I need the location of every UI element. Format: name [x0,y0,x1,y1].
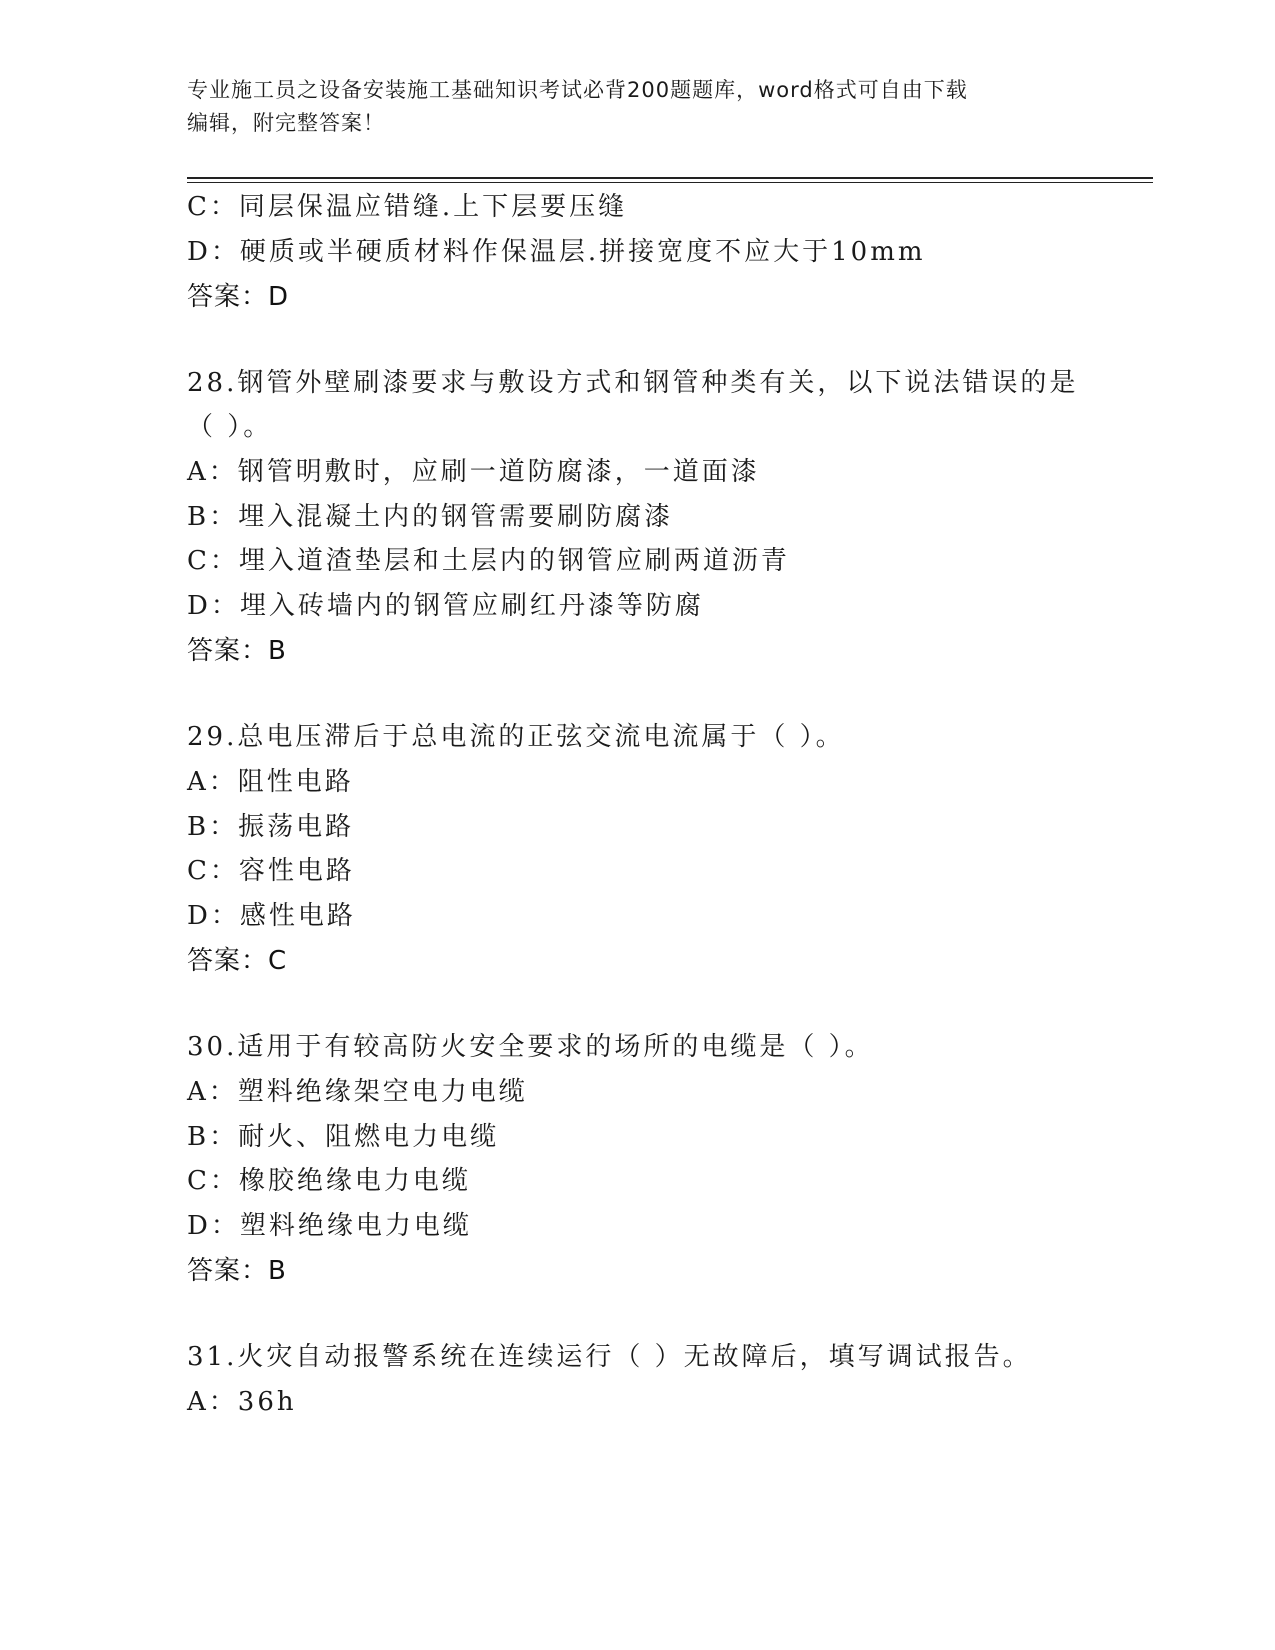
header-divider-thick [187,177,1153,179]
q28-stem-line-2: （ ）。 [187,412,273,442]
q30-stem: 30.适用于有较高防火安全要求的场所的电缆是（ ）。 [187,1032,874,1062]
q29-answer: 答案：C [187,946,288,976]
q28-stem-line-1: 28.钢管外壁刷漆要求与敷设方式和钢管种类有关，以下说法错误的是 [187,368,1079,398]
prev-option-d: D：硬质或半硬质材料作保温层.拼接宽度不应大于10mm [187,237,926,267]
prev-answer: 答案：D [187,282,290,312]
header-title-line-2: 编辑，附完整答案！ [187,111,385,135]
q29-option-b: B：振荡电路 [187,812,355,842]
q28-option-c: C：埋入道渣垫层和土层内的钢管应刷两道沥青 [187,546,790,576]
q31-stem: 31.火灾自动报警系统在连续运行（ ）无故障后，填写调试报告。 [187,1342,1032,1372]
q30-option-a: A：塑料绝缘架空电力电缆 [187,1077,528,1107]
prev-option-c: C：同层保温应错缝.上下层要压缝 [187,192,628,222]
q30-option-d: D：塑料绝缘电力电缆 [187,1211,472,1241]
q29-option-a: A：阻性电路 [187,767,354,797]
q30-option-b: B：耐火、阻燃电力电缆 [187,1122,500,1152]
q31-option-a: A：36h [187,1387,297,1417]
q29-option-c: C：容性电路 [187,856,355,886]
q28-option-a: A：钢管明敷时，应刷一道防腐漆，一道面漆 [187,457,760,487]
q29-stem: 29.总电压滞后于总电流的正弦交流电流属于（ ）。 [187,722,845,752]
header-title-line-1: 专业施工员之设备安装施工基础知识考试必背200题题库，word格式可自由下载 [187,78,968,102]
q30-option-c: C：橡胶绝缘电力电缆 [187,1166,471,1196]
q28-option-d: D：埋入砖墙内的钢管应刷红丹漆等防腐 [187,591,704,621]
q28-option-b: B：埋入混凝土内的钢管需要刷防腐漆 [187,502,674,532]
header-divider-thin [187,182,1153,183]
q30-answer: 答案：B [187,1256,287,1286]
q28-answer: 答案：B [187,636,287,666]
q29-option-d: D：感性电路 [187,901,356,931]
document-header [187,74,1087,140]
